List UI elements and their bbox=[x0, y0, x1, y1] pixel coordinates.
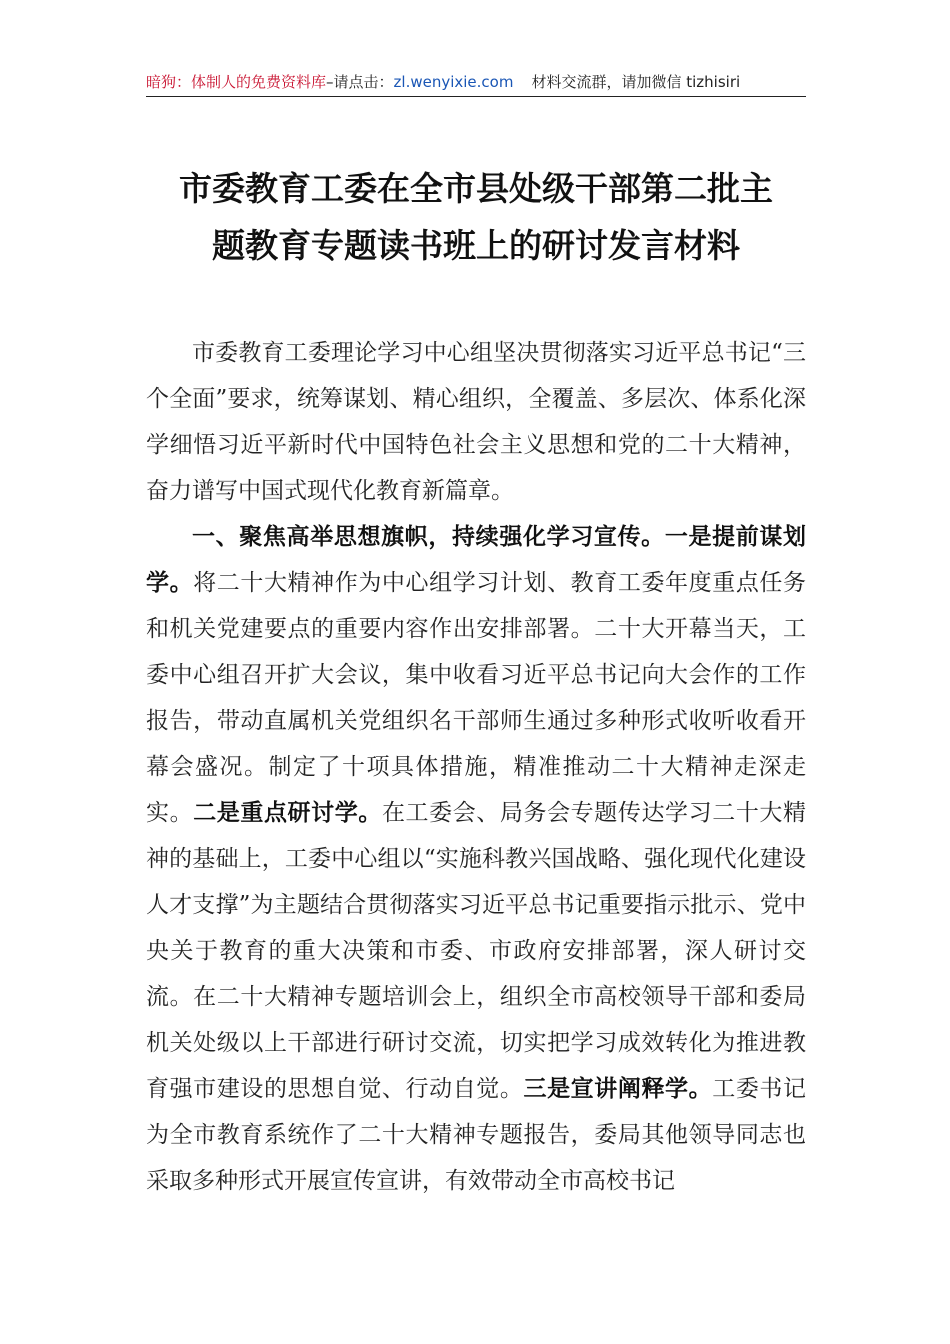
lead-phrase-3: 三是宣讲阐释学。 bbox=[523, 1076, 713, 1102]
section-text-1: 将二十大精神作为中心组学习计划、教育工委年度重点任务和机关党建要点的重要内容作出安排部署。二十大开幕当天，工委中心组召开扩大会议，集中收看习近平总书记向大会作的工作报告，带动直属机关党组织名干部师生通过多种形式收听收看开幕会盛况。制定了十项具体措施，精准推动二十大精神走深走实。 bbox=[146, 570, 807, 826]
document-title bbox=[146, 160, 806, 274]
header-wechat-group: 材料交流群，请加微信 tizhisiri bbox=[531, 73, 741, 91]
page-header bbox=[146, 70, 806, 94]
paragraph-section-1 bbox=[146, 514, 806, 1204]
header-brand: 暗狗：体制人的免费资料库 bbox=[146, 73, 327, 91]
title-line-1: 市委教育工委在全市县处级干部第二批主 bbox=[179, 169, 773, 208]
section-text-2: 在工委会、局务会专题传达学习二十大精神的基础上，工委中心组以“实施科教兴国战略、强化现代化建设人才支撑”为主题结合贯彻落实习近平总书记重要指示批示、党中央关于教育的重大决策和市委、市政府安排部署，深人研讨交流。在二十大精神专题培训会上，组织全市高校领导干部和委局机关处级以上干部进行研讨交流，切实把学习成效转化为推进教育强市建设的思想自觉、行动自觉。 bbox=[146, 800, 807, 1102]
lead-phrase-2: 二是重点研讨学。 bbox=[193, 800, 382, 826]
title-line-2: 题教育专题读书班上的研讨发言材料 bbox=[212, 226, 740, 265]
section-heading-1: 一、聚焦高举思想旗帜，持续强化学习宣传。 bbox=[192, 524, 665, 550]
header-divider bbox=[146, 96, 806, 97]
paragraph-intro: 市委教育工委理论学习中心组坚决贯彻落实习近平总书记“三个全面”要求，统筹谋划、精心组织，全覆盖、多层次、体系化深学细悟习近平新时代中国特色社会主义思想和党的二十大精神，奋力谱写中国式现代化教育新篇章。 bbox=[146, 340, 806, 504]
header-url-link[interactable]: zl.wenyixie.com bbox=[393, 73, 514, 91]
document-body bbox=[146, 330, 806, 1204]
header-click-prefix: –请点击： bbox=[326, 73, 394, 91]
section-text-3: 工委书记为全市教育系统作了二十大精神专题报告，委局其他领导同志也采取多种形式开展宣传宣讲，有效带动全市高校书记 bbox=[146, 1076, 807, 1194]
lead-phrase-1: 一是提前谋划学。 bbox=[146, 524, 807, 596]
